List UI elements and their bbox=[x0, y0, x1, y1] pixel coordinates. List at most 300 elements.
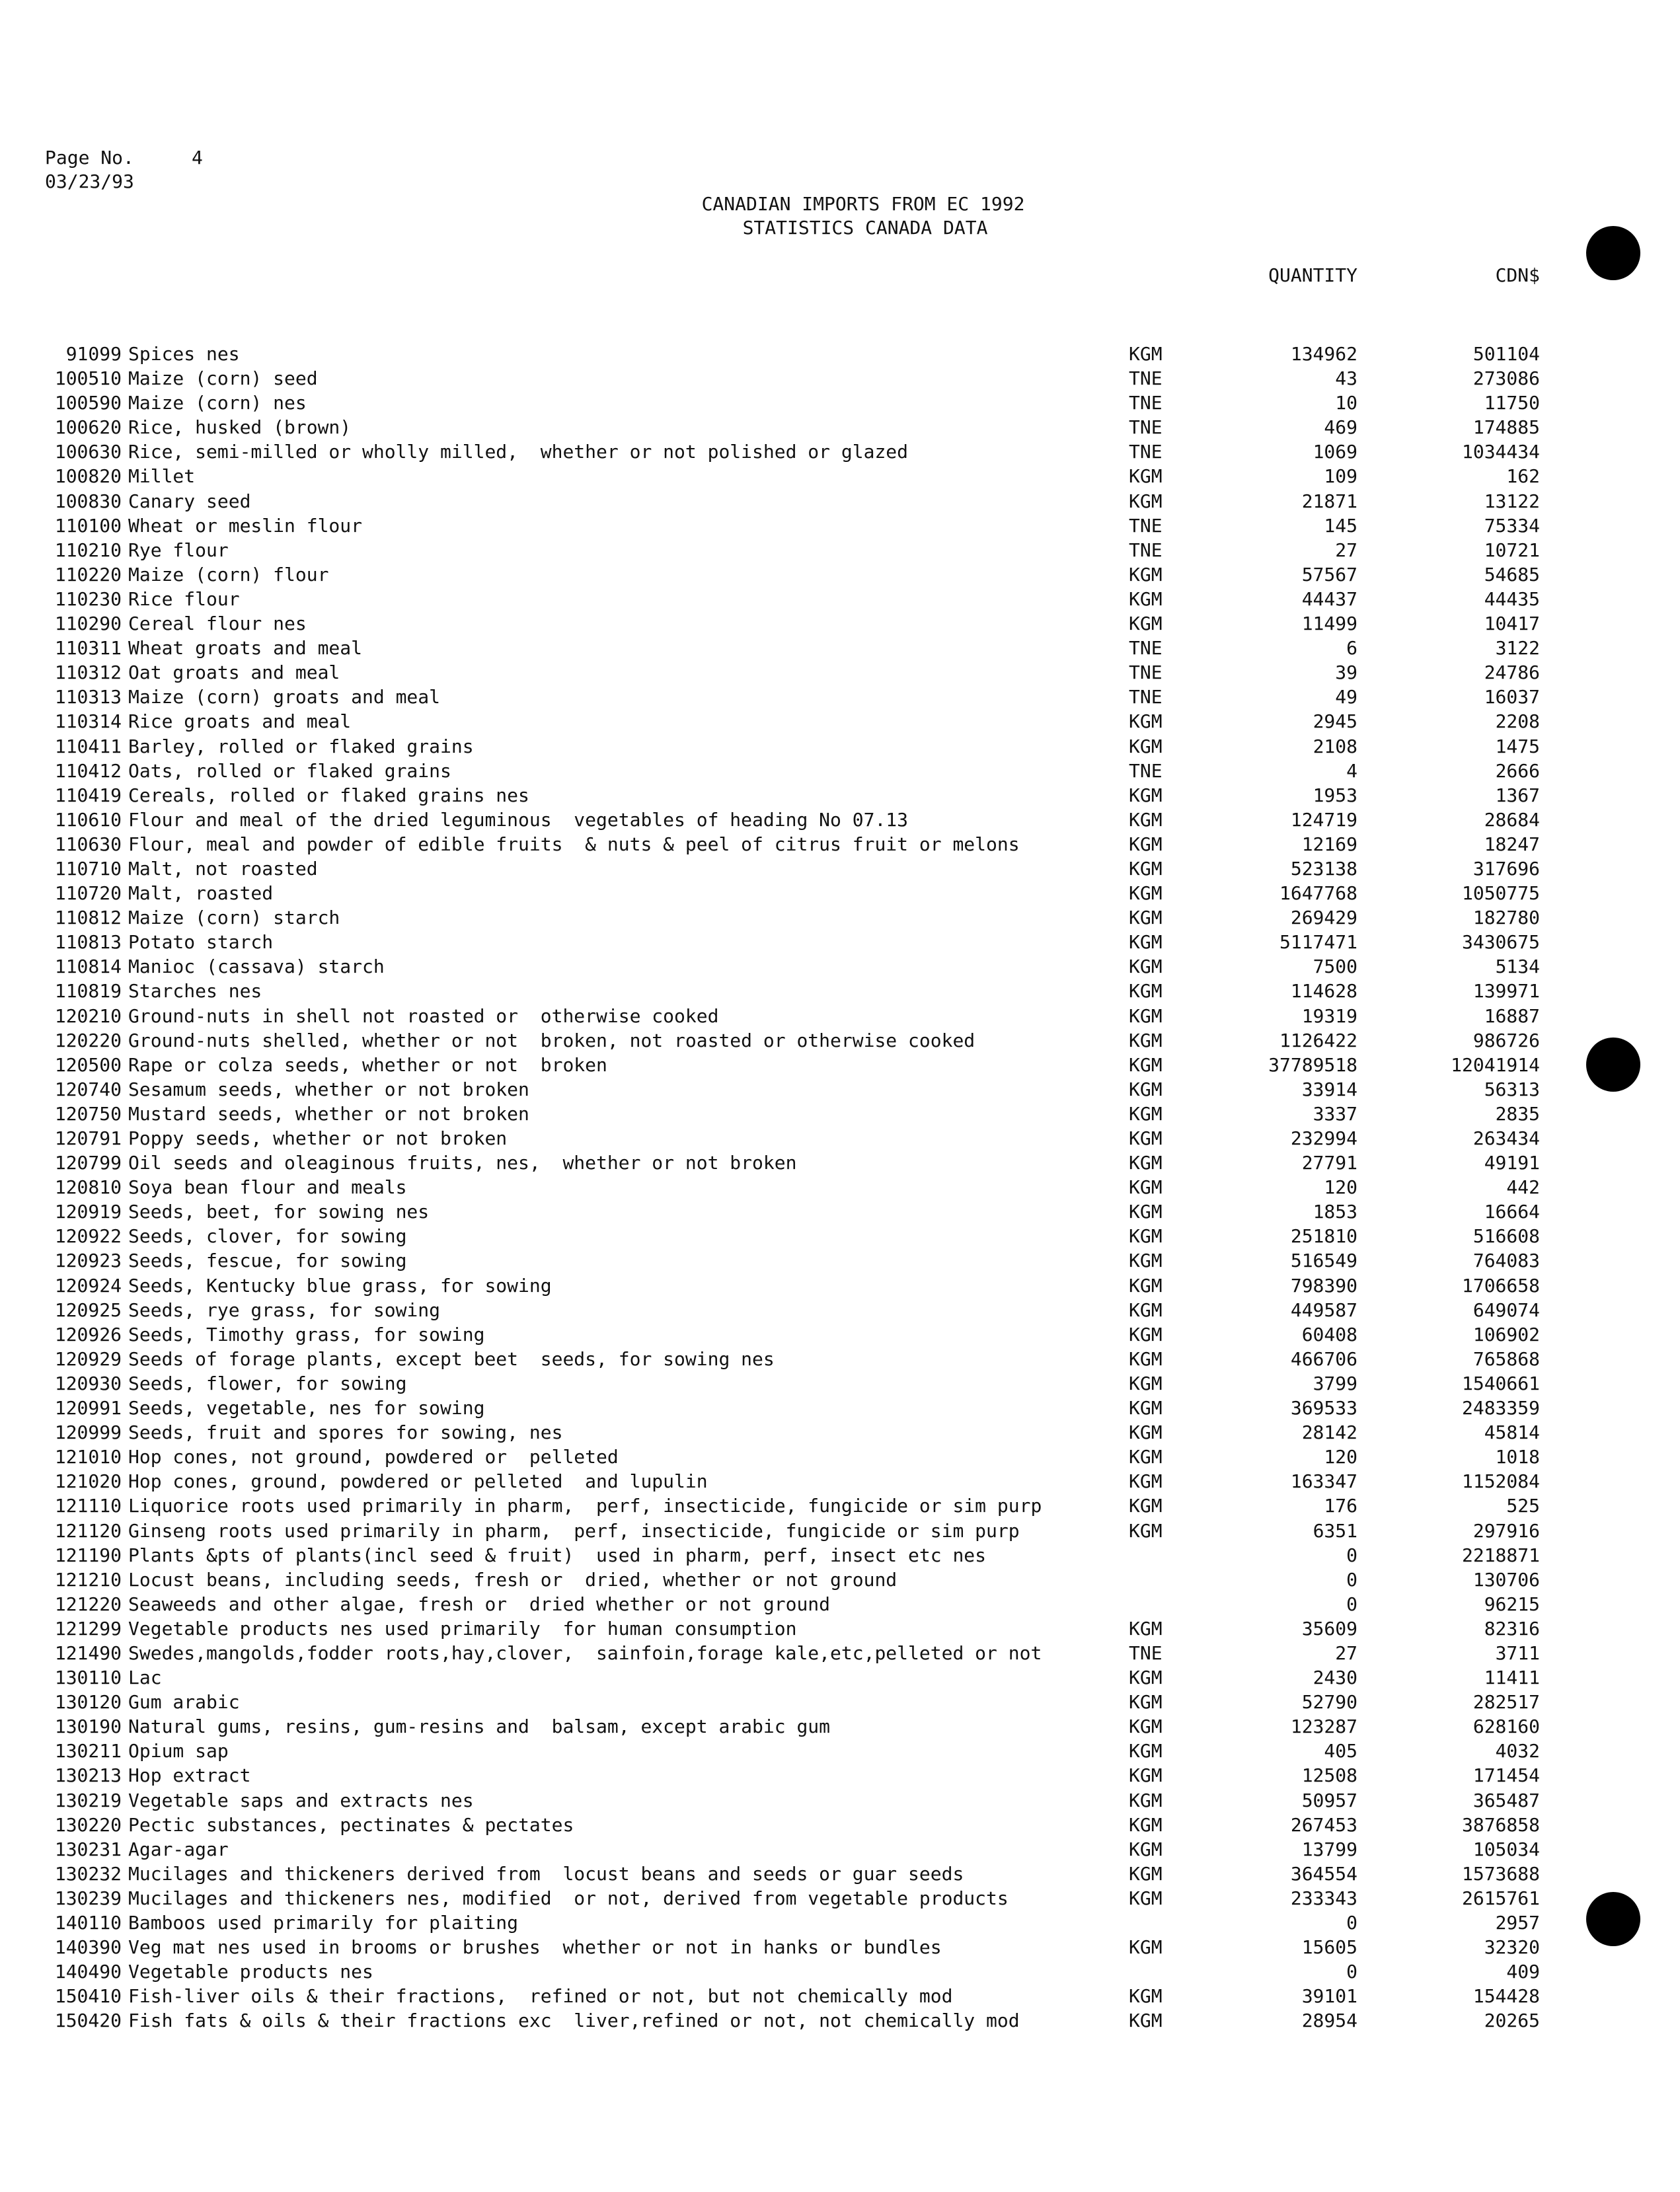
quantity-value: 145 bbox=[1324, 514, 1357, 537]
cdn-value: 28684 bbox=[1484, 808, 1540, 831]
commodity-description: Seeds, Timothy grass, for sowing bbox=[128, 1323, 485, 1345]
commodity-description: Bamboos used primarily for plaiting bbox=[128, 1912, 519, 1934]
unit-of-measure: KGM bbox=[1129, 1887, 1163, 1909]
cdn-value: 297916 bbox=[1472, 1519, 1540, 1542]
commodity-description: Agar-agar bbox=[128, 1838, 229, 1860]
quantity-value: 50957 bbox=[1301, 1789, 1357, 1811]
cdn-value: 130706 bbox=[1472, 1568, 1540, 1591]
commodity-code: 120929 bbox=[54, 1347, 122, 1370]
quantity-value: 57567 bbox=[1301, 563, 1357, 586]
unit-of-measure: KGM bbox=[1129, 784, 1163, 806]
commodity-code: 110412 bbox=[54, 759, 122, 782]
quantity-value: 523138 bbox=[1290, 857, 1357, 880]
unit-of-measure: TNE bbox=[1129, 759, 1163, 782]
table-row bbox=[0, 1592, 1680, 1616]
commodity-description: Sesamum seeds, whether or not broken bbox=[128, 1078, 529, 1100]
commodity-code: 120930 bbox=[54, 1372, 122, 1394]
table-row bbox=[0, 562, 1680, 587]
commodity-description: Lac bbox=[128, 1667, 162, 1689]
quantity-value: 43 bbox=[1335, 367, 1357, 390]
commodity-description: Veg mat nes used in brooms or brushes whether or not in hanks or bundles bbox=[128, 1936, 942, 1959]
commodity-description: Vegetable products nes bbox=[128, 1961, 373, 1983]
commodity-code: 121190 bbox=[54, 1544, 122, 1566]
unit-of-measure: KGM bbox=[1129, 1250, 1163, 1272]
commodity-description: Spices nes bbox=[128, 343, 240, 365]
unit-of-measure: KGM bbox=[1129, 1299, 1163, 1321]
table-row bbox=[0, 1199, 1680, 1224]
quantity-value: 2430 bbox=[1313, 1667, 1357, 1689]
commodity-description: Oil seeds and oleaginous fruits, nes, whether or not broken bbox=[128, 1152, 797, 1174]
unit-of-measure: KGM bbox=[1129, 808, 1163, 831]
column-header-cdn: CDN$ bbox=[1495, 264, 1540, 286]
commodity-code: 130220 bbox=[54, 1813, 122, 1836]
commodity-code: 121210 bbox=[54, 1568, 122, 1591]
cdn-value: 139971 bbox=[1472, 980, 1540, 1002]
cdn-value: 282517 bbox=[1472, 1691, 1540, 1714]
commodity-code: 110290 bbox=[54, 613, 122, 635]
cdn-value: 516608 bbox=[1472, 1225, 1540, 1248]
table-row bbox=[0, 342, 1680, 366]
cdn-value: 162 bbox=[1506, 465, 1540, 488]
quantity-value: 0 bbox=[1346, 1961, 1357, 1983]
table-row bbox=[0, 1837, 1680, 1862]
unit-of-measure: KGM bbox=[1129, 1029, 1163, 1051]
commodity-code: 91099 bbox=[65, 343, 122, 365]
cdn-value: 54685 bbox=[1484, 563, 1540, 586]
commodity-code: 110610 bbox=[54, 808, 122, 831]
report-subtitle: STATISTICS CANADA DATA bbox=[742, 217, 988, 239]
cdn-value: 525 bbox=[1506, 1495, 1540, 1517]
table-row bbox=[0, 954, 1680, 979]
cdn-value: 628160 bbox=[1472, 1716, 1540, 1738]
commodity-description: Wheat or meslin flour bbox=[128, 514, 363, 537]
cdn-value: 105034 bbox=[1472, 1838, 1540, 1860]
table-row bbox=[0, 1886, 1680, 1910]
quantity-value: 3799 bbox=[1313, 1372, 1357, 1394]
unit-of-measure: KGM bbox=[1129, 1372, 1163, 1394]
quantity-value: 33914 bbox=[1301, 1078, 1357, 1100]
unit-of-measure: KGM bbox=[1129, 1397, 1163, 1419]
unit-of-measure: KGM bbox=[1129, 1936, 1163, 1959]
commodity-code: 110813 bbox=[54, 931, 122, 954]
commodity-code: 110720 bbox=[54, 882, 122, 905]
quantity-value: 21871 bbox=[1301, 490, 1357, 512]
cdn-value: 317696 bbox=[1472, 857, 1540, 880]
unit-of-measure: KGM bbox=[1129, 490, 1163, 512]
commodity-code: 121120 bbox=[54, 1519, 122, 1542]
commodity-description: Mucilages and thickeners derived from locust beans and seeds or guar seeds bbox=[128, 1862, 964, 1885]
quantity-value: 134962 bbox=[1290, 343, 1357, 365]
commodity-description: Seeds, clover, for sowing bbox=[128, 1225, 407, 1248]
table-row bbox=[0, 930, 1680, 954]
cdn-value: 1475 bbox=[1495, 735, 1540, 757]
commodity-description: Oats, rolled or flaked grains bbox=[128, 759, 451, 782]
unit-of-measure: KGM bbox=[1129, 1225, 1163, 1248]
table-row bbox=[0, 1420, 1680, 1445]
quantity-value: 28954 bbox=[1301, 2010, 1357, 2032]
quantity-value: 1069 bbox=[1313, 441, 1357, 463]
commodity-code: 130239 bbox=[54, 1887, 122, 1909]
table-row bbox=[0, 1739, 1680, 1763]
commodity-code: 120810 bbox=[54, 1176, 122, 1199]
table-row bbox=[0, 734, 1680, 759]
unit-of-measure: KGM bbox=[1129, 1274, 1163, 1297]
table-row bbox=[0, 1175, 1680, 1199]
cdn-value: 16037 bbox=[1484, 686, 1540, 708]
quantity-value: 269429 bbox=[1290, 907, 1357, 929]
table-row bbox=[0, 660, 1680, 685]
commodity-description: Swedes,mangolds,fodder roots,hay,clover, sainfoin,forage kale,etc,pelleted or not bbox=[128, 1642, 1042, 1664]
commodity-code: 110311 bbox=[54, 637, 122, 660]
commodity-description: Millet bbox=[128, 465, 196, 488]
cdn-value: 273086 bbox=[1472, 367, 1540, 390]
table-row bbox=[0, 1469, 1680, 1493]
cdn-value: 10721 bbox=[1484, 539, 1540, 561]
cdn-value: 11750 bbox=[1484, 392, 1540, 414]
unit-of-measure: KGM bbox=[1129, 2010, 1163, 2032]
unit-of-measure: KGM bbox=[1129, 710, 1163, 733]
cdn-value: 2615761 bbox=[1461, 1887, 1540, 1909]
cdn-value: 5134 bbox=[1495, 956, 1540, 978]
commodity-code: 120919 bbox=[54, 1201, 122, 1223]
unit-of-measure: KGM bbox=[1129, 1347, 1163, 1370]
commodity-description: Oat groats and meal bbox=[128, 661, 340, 684]
quantity-value: 52790 bbox=[1301, 1691, 1357, 1714]
quantity-value: 39101 bbox=[1301, 1985, 1357, 2008]
commodity-code: 121490 bbox=[54, 1642, 122, 1664]
commodity-code: 100510 bbox=[54, 367, 122, 390]
table-row bbox=[0, 709, 1680, 734]
unit-of-measure: KGM bbox=[1129, 343, 1163, 365]
quantity-value: 251810 bbox=[1290, 1225, 1357, 1248]
unit-of-measure: KGM bbox=[1129, 1152, 1163, 1174]
commodity-description: Poppy seeds, whether or not broken bbox=[128, 1127, 508, 1149]
punch-hole bbox=[1586, 1038, 1640, 1092]
table-row bbox=[0, 1543, 1680, 1568]
commodity-description: Manioc (cassava) starch bbox=[128, 956, 385, 978]
commodity-code: 110630 bbox=[54, 833, 122, 855]
cdn-value: 154428 bbox=[1472, 1985, 1540, 2008]
report-title: CANADIAN IMPORTS FROM EC 1992 bbox=[701, 193, 1025, 215]
quantity-value: 267453 bbox=[1290, 1813, 1357, 1836]
quantity-value: 232994 bbox=[1290, 1127, 1357, 1149]
commodity-description: Maize (corn) seed bbox=[128, 367, 318, 390]
unit-of-measure: KGM bbox=[1129, 1495, 1163, 1517]
quantity-value: 5117471 bbox=[1279, 931, 1357, 954]
commodity-description: Cereal flour nes bbox=[128, 613, 307, 635]
commodity-code: 130110 bbox=[54, 1667, 122, 1689]
quantity-value: 0 bbox=[1346, 1593, 1357, 1615]
quantity-value: 405 bbox=[1324, 1740, 1357, 1762]
cdn-value: 2483359 bbox=[1461, 1397, 1540, 1419]
cdn-value: 2957 bbox=[1495, 1912, 1540, 1934]
commodity-description: Cereals, rolled or flaked grains nes bbox=[128, 784, 529, 806]
unit-of-measure: KGM bbox=[1129, 1838, 1163, 1860]
unit-of-measure: KGM bbox=[1129, 1985, 1163, 2008]
cdn-value: 501104 bbox=[1472, 343, 1540, 365]
commodity-description: Malt, roasted bbox=[128, 882, 274, 905]
cdn-value: 20265 bbox=[1484, 2010, 1540, 2032]
unit-of-measure: KGM bbox=[1129, 1004, 1163, 1027]
commodity-description: Soya bean flour and meals bbox=[128, 1176, 407, 1199]
commodity-code: 130213 bbox=[54, 1764, 122, 1787]
quantity-value: 798390 bbox=[1290, 1274, 1357, 1297]
punch-hole bbox=[1586, 1892, 1640, 1946]
table-row bbox=[0, 685, 1680, 709]
column-header-quantity: QUANTITY bbox=[1268, 264, 1357, 286]
commodity-description: Fish fats & oils & their fractions exc liver,refined or not, not chemically mod bbox=[128, 2010, 1020, 2032]
table-row bbox=[0, 1788, 1680, 1813]
quantity-value: 6351 bbox=[1313, 1519, 1357, 1542]
table-row bbox=[0, 489, 1680, 513]
commodity-code: 110230 bbox=[54, 587, 122, 610]
quantity-value: 12508 bbox=[1301, 1764, 1357, 1787]
commodity-code: 150410 bbox=[54, 1985, 122, 2008]
table-row bbox=[0, 1077, 1680, 1102]
quantity-value: 2108 bbox=[1313, 735, 1357, 757]
unit-of-measure: KGM bbox=[1129, 1617, 1163, 1640]
commodity-description: Potato starch bbox=[128, 931, 274, 954]
quantity-value: 120 bbox=[1324, 1446, 1357, 1468]
commodity-code: 110812 bbox=[54, 907, 122, 929]
commodity-description: Wheat groats and meal bbox=[128, 637, 363, 660]
cdn-value: 56313 bbox=[1484, 1078, 1540, 1100]
quantity-value: 469 bbox=[1324, 416, 1357, 439]
unit-of-measure: KGM bbox=[1129, 1078, 1163, 1100]
cdn-value: 365487 bbox=[1472, 1789, 1540, 1811]
table-row bbox=[0, 1028, 1680, 1053]
commodity-description: Hop cones, not ground, powdered or pelleted bbox=[128, 1446, 619, 1468]
commodity-description: Hop cones, ground, powdered or pelleted and lupulin bbox=[128, 1470, 708, 1493]
unit-of-measure: KGM bbox=[1129, 1470, 1163, 1493]
cdn-value: 49191 bbox=[1484, 1152, 1540, 1174]
table-row bbox=[0, 1641, 1680, 1665]
table-row bbox=[0, 513, 1680, 538]
commodity-description: Natural gums, resins, gum-resins and balsam, except arabic gum bbox=[128, 1716, 831, 1738]
table-row bbox=[0, 636, 1680, 660]
commodity-code: 130232 bbox=[54, 1862, 122, 1885]
commodity-code: 120922 bbox=[54, 1225, 122, 1248]
commodity-code: 110220 bbox=[54, 563, 122, 586]
quantity-value: 4 bbox=[1346, 759, 1357, 782]
unit-of-measure: TNE bbox=[1129, 367, 1163, 390]
commodity-description: Rice, semi-milled or wholly milled, whether or not polished or glazed bbox=[128, 441, 909, 463]
quantity-value: 369533 bbox=[1290, 1397, 1357, 1419]
punch-hole bbox=[1586, 226, 1640, 280]
quantity-value: 114628 bbox=[1290, 980, 1357, 1002]
table-row bbox=[0, 1053, 1680, 1077]
table-row bbox=[0, 1984, 1680, 2008]
quantity-value: 0 bbox=[1346, 1912, 1357, 1934]
commodity-description: Rape or colza seeds, whether or not broken bbox=[128, 1053, 607, 1076]
unit-of-measure: TNE bbox=[1129, 686, 1163, 708]
unit-of-measure: TNE bbox=[1129, 416, 1163, 439]
quantity-value: 28142 bbox=[1301, 1421, 1357, 1444]
quantity-value: 1126422 bbox=[1279, 1029, 1357, 1051]
commodity-code: 120791 bbox=[54, 1127, 122, 1149]
commodity-code: 120799 bbox=[54, 1152, 122, 1174]
cdn-value: 3711 bbox=[1495, 1642, 1540, 1664]
commodity-code: 120740 bbox=[54, 1078, 122, 1100]
commodity-code: 121020 bbox=[54, 1470, 122, 1493]
commodity-code: 110313 bbox=[54, 686, 122, 708]
cdn-value: 174885 bbox=[1472, 416, 1540, 439]
table-row bbox=[0, 366, 1680, 391]
commodity-description: Opium sap bbox=[128, 1740, 229, 1762]
commodity-description: Seeds, fescue, for sowing bbox=[128, 1250, 407, 1272]
quantity-value: 49 bbox=[1335, 686, 1357, 708]
quantity-value: 12169 bbox=[1301, 833, 1357, 855]
commodity-code: 121010 bbox=[54, 1446, 122, 1468]
cdn-value: 2666 bbox=[1495, 759, 1540, 782]
cdn-value: 442 bbox=[1506, 1176, 1540, 1199]
page-number-label: Page No. bbox=[45, 147, 134, 169]
table-row bbox=[0, 1813, 1680, 1837]
cdn-value: 1034434 bbox=[1461, 441, 1540, 463]
commodity-description: Maize (corn) groats and meal bbox=[128, 686, 441, 708]
commodity-code: 120750 bbox=[54, 1102, 122, 1125]
quantity-value: 6 bbox=[1346, 637, 1357, 660]
quantity-value: 1853 bbox=[1313, 1201, 1357, 1223]
table-row bbox=[0, 1322, 1680, 1347]
cdn-value: 171454 bbox=[1472, 1764, 1540, 1787]
quantity-value: 176 bbox=[1324, 1495, 1357, 1517]
table-row bbox=[0, 1519, 1680, 1543]
table-row bbox=[0, 538, 1680, 562]
unit-of-measure: KGM bbox=[1129, 1667, 1163, 1689]
commodity-description: Flour and meal of the dried leguminous vegetables of heading No 07.13 bbox=[128, 808, 909, 831]
table-row bbox=[0, 1151, 1680, 1175]
commodity-description: Plants &pts of plants(incl seed & fruit) used in pharm, perf, insect etc nes bbox=[128, 1544, 987, 1566]
commodity-code: 121110 bbox=[54, 1495, 122, 1517]
cdn-value: 263434 bbox=[1472, 1127, 1540, 1149]
commodity-description: Seeds, vegetable, nes for sowing bbox=[128, 1397, 485, 1419]
cdn-value: 1367 bbox=[1495, 784, 1540, 806]
quantity-value: 120 bbox=[1324, 1176, 1357, 1199]
commodity-code: 130190 bbox=[54, 1716, 122, 1738]
unit-of-measure: TNE bbox=[1129, 392, 1163, 414]
quantity-value: 27 bbox=[1335, 539, 1357, 561]
cdn-value: 16887 bbox=[1484, 1004, 1540, 1027]
unit-of-measure: KGM bbox=[1129, 956, 1163, 978]
commodity-code: 110411 bbox=[54, 735, 122, 757]
unit-of-measure: KGM bbox=[1129, 1813, 1163, 1836]
commodity-description: Rice flour bbox=[128, 587, 240, 610]
cdn-value: 44435 bbox=[1484, 587, 1540, 610]
commodity-code: 120991 bbox=[54, 1397, 122, 1419]
cdn-value: 1050775 bbox=[1461, 882, 1540, 905]
commodity-code: 100620 bbox=[54, 416, 122, 439]
quantity-value: 10 bbox=[1335, 392, 1357, 414]
unit-of-measure: KGM bbox=[1129, 1053, 1163, 1076]
table-row bbox=[0, 1763, 1680, 1788]
unit-of-measure: KGM bbox=[1129, 1789, 1163, 1811]
commodity-description: Gum arabic bbox=[128, 1691, 240, 1714]
table-row bbox=[0, 1910, 1680, 1935]
table-row bbox=[0, 881, 1680, 905]
cdn-value: 3122 bbox=[1495, 637, 1540, 660]
unit-of-measure: TNE bbox=[1129, 514, 1163, 537]
quantity-value: 2945 bbox=[1313, 710, 1357, 733]
commodity-code: 100820 bbox=[54, 465, 122, 488]
commodity-description: Liquorice roots used primarily in pharm, perf, insecticide, fungicide or sim purp bbox=[128, 1495, 1042, 1517]
table-row bbox=[0, 1004, 1680, 1028]
quantity-value: 163347 bbox=[1290, 1470, 1357, 1493]
cdn-value: 96215 bbox=[1484, 1593, 1540, 1615]
cdn-value: 16664 bbox=[1484, 1201, 1540, 1223]
table-row bbox=[0, 1396, 1680, 1420]
commodity-code: 130120 bbox=[54, 1691, 122, 1714]
table-row bbox=[0, 1959, 1680, 1984]
table-row bbox=[0, 832, 1680, 856]
quantity-value: 11499 bbox=[1301, 613, 1357, 635]
unit-of-measure: KGM bbox=[1129, 1176, 1163, 1199]
unit-of-measure: KGM bbox=[1129, 613, 1163, 635]
quantity-value: 15605 bbox=[1301, 1936, 1357, 1959]
commodity-code: 120923 bbox=[54, 1250, 122, 1272]
quantity-value: 0 bbox=[1346, 1568, 1357, 1591]
commodity-code: 100830 bbox=[54, 490, 122, 512]
table-row bbox=[0, 808, 1680, 832]
commodity-description: Pectic substances, pectinates & pectates bbox=[128, 1813, 574, 1836]
quantity-value: 516549 bbox=[1290, 1250, 1357, 1272]
unit-of-measure: KGM bbox=[1129, 1740, 1163, 1762]
commodity-description: Rice groats and meal bbox=[128, 710, 352, 733]
table-row bbox=[0, 415, 1680, 439]
cdn-value: 18247 bbox=[1484, 833, 1540, 855]
import-table bbox=[0, 342, 1680, 2033]
cdn-value: 409 bbox=[1506, 1961, 1540, 1983]
commodity-code: 100590 bbox=[54, 392, 122, 414]
quantity-value: 449587 bbox=[1290, 1299, 1357, 1321]
commodity-description: Seeds, rye grass, for sowing bbox=[128, 1299, 441, 1321]
unit-of-measure: KGM bbox=[1129, 857, 1163, 880]
table-row bbox=[0, 1935, 1680, 1959]
commodity-description: Seeds of forage plants, except beet seeds, for sowing nes bbox=[128, 1347, 775, 1370]
cdn-value: 24786 bbox=[1484, 661, 1540, 684]
commodity-code: 110210 bbox=[54, 539, 122, 561]
commodity-code: 140490 bbox=[54, 1961, 122, 1983]
commodity-code: 110312 bbox=[54, 661, 122, 684]
cdn-value: 45814 bbox=[1484, 1421, 1540, 1444]
cdn-value: 13122 bbox=[1484, 490, 1540, 512]
quantity-value: 60408 bbox=[1301, 1323, 1357, 1345]
cdn-value: 75334 bbox=[1484, 514, 1540, 537]
unit-of-measure: TNE bbox=[1129, 1642, 1163, 1664]
page-number: 4 bbox=[192, 147, 203, 169]
unit-of-measure: TNE bbox=[1129, 539, 1163, 561]
cdn-value: 2835 bbox=[1495, 1102, 1540, 1125]
commodity-description: Vegetable saps and extracts nes bbox=[128, 1789, 474, 1811]
table-row bbox=[0, 1665, 1680, 1690]
table-row bbox=[0, 611, 1680, 636]
quantity-value: 1953 bbox=[1313, 784, 1357, 806]
table-row bbox=[0, 1568, 1680, 1592]
commodity-description: Vegetable products nes used primarily for human consumption bbox=[128, 1617, 797, 1640]
commodity-description: Maize (corn) flour bbox=[128, 563, 329, 586]
commodity-description: Rye flour bbox=[128, 539, 229, 561]
cdn-value: 2218871 bbox=[1461, 1544, 1540, 1566]
quantity-value: 39 bbox=[1335, 661, 1357, 684]
commodity-code: 110710 bbox=[54, 857, 122, 880]
unit-of-measure: KGM bbox=[1129, 1201, 1163, 1223]
commodity-code: 120220 bbox=[54, 1029, 122, 1051]
cdn-value: 82316 bbox=[1484, 1617, 1540, 1640]
commodity-description: Seeds, Kentucky blue grass, for sowing bbox=[128, 1274, 552, 1297]
unit-of-measure: KGM bbox=[1129, 931, 1163, 954]
unit-of-measure: KGM bbox=[1129, 1127, 1163, 1149]
quantity-value: 109 bbox=[1324, 465, 1357, 488]
